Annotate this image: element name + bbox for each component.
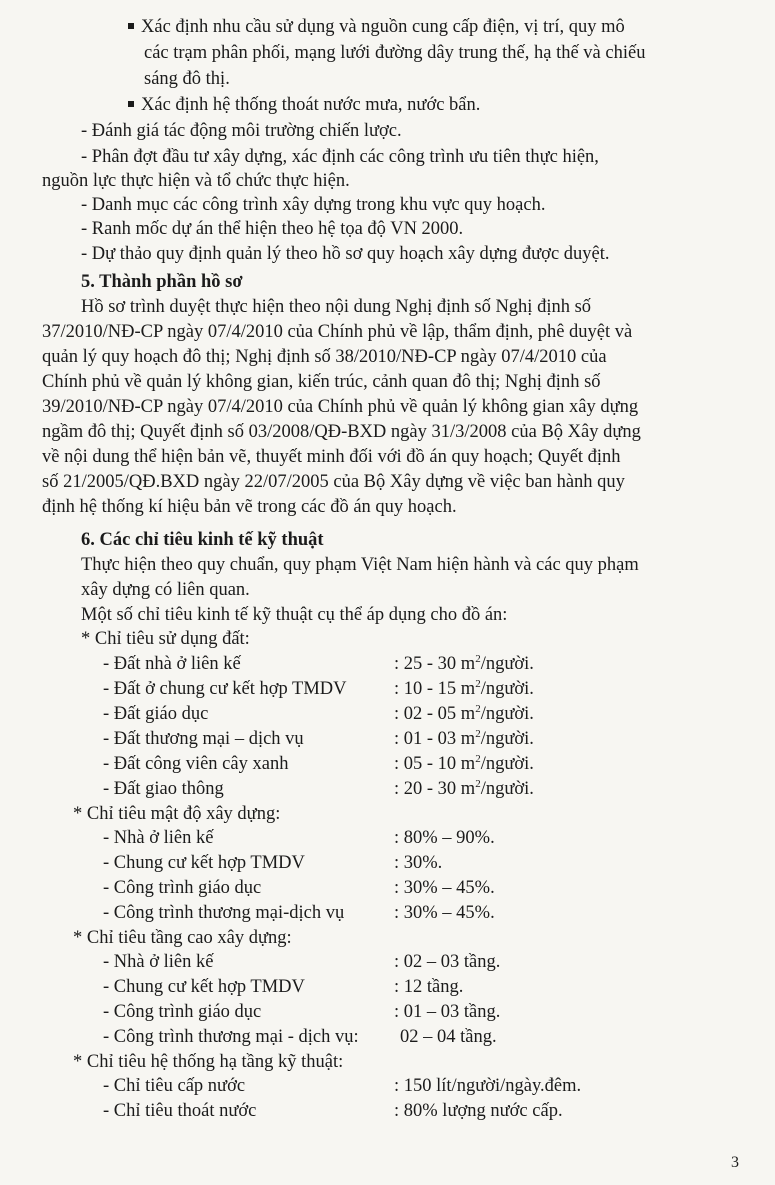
dash-item: - Ranh mốc dự án thể hiện theo hệ tọa độ VN 2000. [81,219,464,239]
indicator-value: : 01 – 03 tầng. [394,1002,501,1022]
indicator-label: - Đất giao thông [103,779,224,799]
indicator-value: : 12 tầng. [394,977,464,997]
paragraph-line: Thực hiện theo quy chuẩn, quy phạm Việt Nam hiện hành và các quy phạm [81,555,639,575]
indicator-value: : 80% – 90%. [394,828,495,848]
indicator-value: : 01 - 03 $m^2$/người. [394,727,534,749]
indicator-label: - Công trình giáo dục [103,878,262,898]
indicator-label: - Nhà ở liên kế [103,828,214,848]
dash-item: - Đánh giá tác động môi trường chiến lược. [81,121,402,141]
indicator-label: - Chung cư kết hợp TMDV [103,853,305,873]
indicator-label: - Đất thương mại – dịch vụ [103,729,304,749]
indicator-label: - Công trình giáo dục [103,1002,262,1022]
indicator-label: - Nhà ở liên kế [103,952,214,972]
group-title: * Chỉ tiêu tầng cao xây dựng: [73,928,292,948]
indicator-label: - Đất ở chung cư kết hợp TMDV [103,679,347,699]
bullet-item-continuation: các trạm phân phối, mạng lưới đường dây trung thế, hạ thế và chiếu [144,43,646,63]
indicator-value: : 02 – 03 tầng. [394,952,501,972]
indicator-label: - Chỉ tiêu cấp nước [103,1076,246,1096]
indicator-value: : 25 - 30 $m^2$/người. [394,652,534,674]
dash-item: - Dự thảo quy định quản lý theo hồ sơ quy hoạch xây dựng được duyệt. [81,244,610,264]
indicator-value: 02 – 04 tầng. [400,1027,497,1047]
indicator-value: : 02 - 05 $m^2$/người. [394,702,534,724]
group-title: * Chỉ tiêu hệ thống hạ tầng kỹ thuật: [73,1052,344,1072]
indicator-label: - Công trình thương mại - dịch vụ: [103,1027,359,1047]
paragraph-line: số 21/2005/QĐ.BXD ngày 22/07/2005 của Bộ Xây dựng về việc ban hành quy [42,472,625,492]
indicator-value: : 05 - 10 $m^2$/người. [394,752,534,774]
indicator-label: - Đất công viên cây xanh [103,754,289,774]
square-bullet-icon [128,101,134,107]
paragraph-line: xây dựng có liên quan. [81,580,250,600]
dash-item: - Phân đợt đầu tư xây dựng, xác định các công trình ưu tiên thực hiện, [81,147,599,167]
indicator-value: : 80% lượng nước cấp. [394,1101,563,1121]
group-title: * Chỉ tiêu sử dụng đất: [81,629,250,649]
indicator-label: - Chung cư kết hợp TMDV [103,977,305,997]
indicator-value: : 10 - 15 $m^2$/người. [394,677,534,699]
paragraph-line: Hồ sơ trình duyệt thực hiện theo nội dung Nghị định số Nghị định số [81,297,592,317]
bullet-item-continuation: sáng đô thị. [144,69,230,89]
indicator-value: : 30% – 45%. [394,903,495,923]
paragraph-line: 39/2010/NĐ-CP ngày 07/4/2010 của Chính phủ về quản lý không gian xây dựng [42,397,639,417]
paragraph-line: Một số chỉ tiêu kinh tế kỹ thuật cụ thể áp dụng cho đồ án: [81,605,508,625]
paragraph-line: quản lý quy hoạch đô thị; Nghị định số 38/2010/NĐ-CP ngày 07/4/2010 của [42,347,607,367]
indicator-value: : 30%. [394,853,443,873]
paragraph-line: về nội dung thể hiện bản vẽ, thuyết minh đối với đồ án quy hoạch; Quyết định [42,447,621,467]
bullet-item: Xác định hệ thống thoát nước mưa, nước bẩn. [128,93,480,117]
square-bullet-icon [128,23,134,29]
paragraph-line: định hệ thống kí hiệu bản vẽ trong các đồ án quy hoạch. [42,497,457,517]
dash-item-continuation: nguồn lực thực hiện và tổ chức thực hiện. [42,171,350,191]
indicator-value: : 20 - 30 $m^2$/người. [394,777,534,799]
paragraph-line: Chính phủ về quản lý không gian, kiến trúc, cảnh quan đô thị; Nghị định số [42,372,601,392]
indicator-label: - Chỉ tiêu thoát nước [103,1101,257,1121]
paragraph-line: 37/2010/NĐ-CP ngày 07/4/2010 của Chính phủ về lập, thẩm định, phê duyệt và [42,322,633,342]
dash-item: - Danh mục các công trình xây dựng trong khu vực quy hoạch. [81,195,546,215]
indicator-label: - Đất giáo dục [103,704,209,724]
page-number: 3 [731,1154,739,1171]
section-6-heading: 6. Các chỉ tiêu kinh tế kỹ thuật [81,530,324,550]
indicator-value: : 30% – 45%. [394,878,495,898]
section-5-heading: 5. Thành phần hồ sơ [81,272,243,292]
group-title: * Chỉ tiêu mật độ xây dựng: [73,804,281,824]
paragraph-line: ngầm đô thị; Quyết định số 03/2008/QĐ-BXD ngày 31/3/2008 của Bộ Xây dựng [42,422,641,442]
bullet-item: Xác định nhu cầu sử dụng và nguồn cung cấp điện, vị trí, quy mô [128,15,625,39]
indicator-label: - Công trình thương mại-dịch vụ [103,903,345,923]
indicator-label: - Đất nhà ở liên kế [103,654,241,674]
indicator-value: : 150 lít/người/ngày.đêm. [394,1076,582,1096]
